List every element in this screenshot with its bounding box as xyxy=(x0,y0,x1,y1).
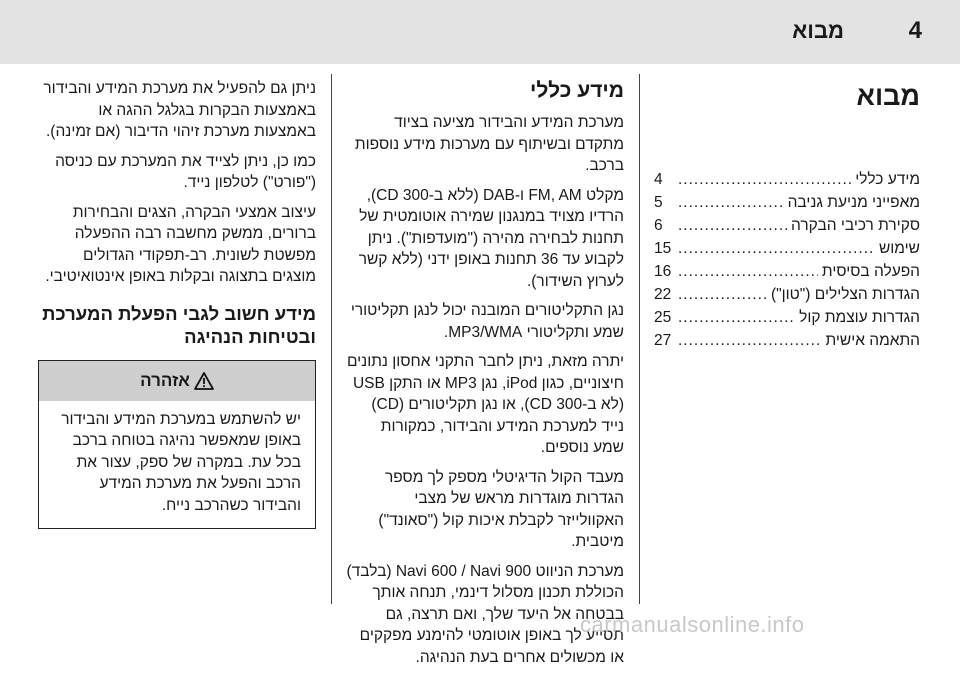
toc-entry[interactable]: הגדרות עוצמת קול ..... 25 xyxy=(654,306,920,329)
paragraph: מעבד הקול הדיגיטלי מספק לך מספר הגדרות מוגדרות מראש של מצבי האקוולייזר לקבלת איכות קול ("סאונד") מיטבית. xyxy=(378,468,624,550)
paragraph: מערכת הניווט Navi 600 / Navi 900 (בלבד) הכוללת תכנון מסלול דינמי, תנחה אותך בבטחה אל היעד שלך, ואם תרצה, גם תסייע לך באופן אוטומטי להימנע מפקקים או מכשולים אחרים בעת הנהיגה. xyxy=(346,562,624,666)
toc-title: מבוא xyxy=(856,81,920,111)
warning-header xyxy=(39,361,315,401)
column-divider xyxy=(331,74,332,604)
toc-entry[interactable]: מידע כללי ..... 4 xyxy=(654,168,920,191)
chapter-title: מבוא xyxy=(792,18,844,43)
general-info-column xyxy=(346,78,624,676)
toc-entry[interactable]: שימוש ..... 15 xyxy=(654,237,920,260)
toc-entry[interactable]: התאמה אישית ..... 27 xyxy=(654,329,920,352)
warning-title: אזהרה xyxy=(140,370,190,390)
toc-entry[interactable]: סקירת רכיבי הבקרה ..... 6 xyxy=(654,214,920,237)
toc-entry[interactable]: הגדרות הצלילים ("טון") ..... 22 xyxy=(654,283,920,306)
paragraph: עיצוב אמצעי הבקרה, הצגים והבחירות ברורים, ממשק מחשבה רבה ההפעלה מפשטת לשונית. רב-תפקודי הגדולים מוצגים בתצוגה ובקלות באופן אינטואיטיבי. xyxy=(45,203,316,285)
toc-column xyxy=(654,78,920,352)
watermark-text: carmanualsonline.info xyxy=(580,612,805,637)
section-title: מידע כללי xyxy=(530,79,624,102)
warning-text: יש להשתמש במערכת המידע והבידור באופן שמאפשר נהיגה בטוחה ברכב בכל עת. במקרה של ספק, עצור את הרכב והפעל את מערכת המידע והבידור כשהרכב נייח. xyxy=(61,410,301,514)
page-number: 4 xyxy=(908,17,922,44)
paragraph: נגן התקליטורים המובנה יכול לנגן תקליטורי שמע ותקליטורי MP3/WMA. xyxy=(350,302,624,341)
section-heading: מידע חשוב לגבי הפעלת המערכת ובטיחות הנהיגה xyxy=(42,302,316,347)
paragraph: מערכת המידע והבידור מציעה בציוד מתקדם ובשיתוף עם מערכות מידע נוספות ברכב. xyxy=(354,114,624,174)
toc-list xyxy=(654,168,920,352)
safety-column xyxy=(38,78,316,529)
paragraph: מקלט FM, AM ו-DAB (ללא ב-CD 300), הרדיו מצויד במנגנון שמירה אוטומטית של תחנות לבחירה מהירה ("מועדפות"). ניתן לקבוע עד 36 תחנות באופן ידני (ללא קשר לערוץ השידור). xyxy=(358,186,624,290)
page-header xyxy=(0,0,960,64)
toc-entry[interactable]: הפעלה בסיסית ..... 16 xyxy=(654,260,920,283)
warning-triangle-icon xyxy=(194,372,214,390)
paragraph: יתרה מזאת, ניתן לחבר התקני אחסון נתונים חיצוניים, כגון iPod, נגן MP3 או התקן USB (לא ב-CD 300), או נגן תקליטורים (CD) נייד למערכת המידע והבידור, כמקורות שמע נוספים. xyxy=(346,353,624,456)
paragraph: כמו כן, ניתן לצייד את המערכת עם כניסה ("פורט") לטלפון נייד. xyxy=(55,152,316,191)
paragraph: ניתן גם להפעיל את מערכת המידע והבידור באמצעות הבקרות בגלגל ההגה או באמצעות מערכת זיהוי הדיבור (אם זמינה). xyxy=(43,80,316,140)
warning-box xyxy=(38,360,316,530)
toc-entry[interactable]: מאפייני מניעת גניבה ..... 5 xyxy=(654,191,920,214)
column-divider xyxy=(639,74,640,604)
